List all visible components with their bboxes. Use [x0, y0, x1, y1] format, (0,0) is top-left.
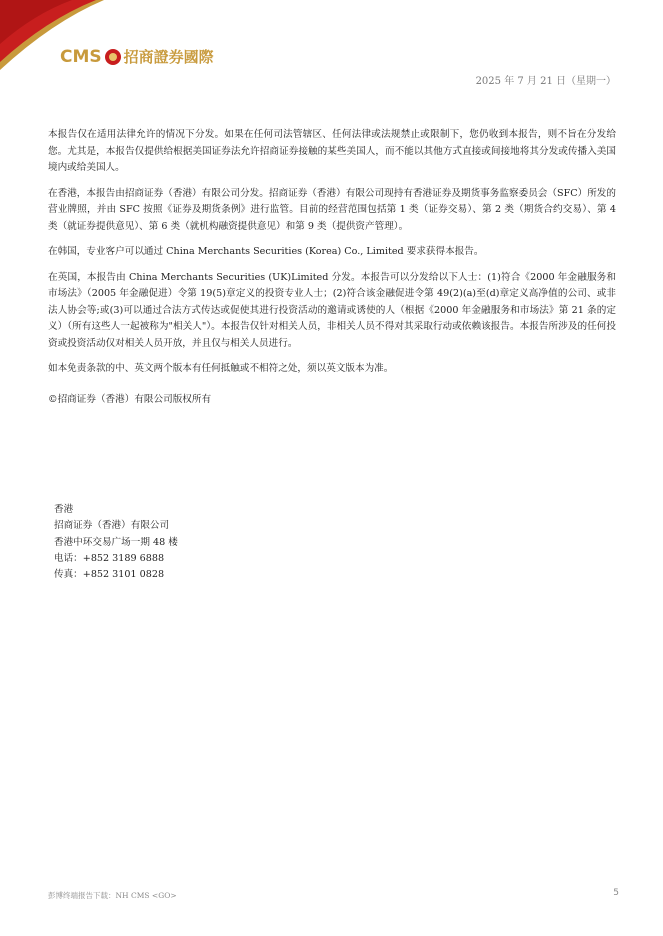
logo-text-cn: 招商證券國際 [123, 48, 214, 66]
contact-phone: 电话：+852 3189 6888 [54, 552, 165, 564]
cms-logo [60, 46, 214, 67]
paragraph-korea: 在韩国，专业客户可以通过 China Merchants Securities (Korea) Co., Limited 要求获得本报告。 [48, 246, 484, 257]
copyright-notice: ©招商证券（香港）有限公司版权所有 [48, 393, 212, 405]
contact-fax: 传真：+852 3101 0828 [54, 569, 165, 581]
contact-region: 香港 [54, 504, 74, 515]
report-date: 2025 年 7 月 21 日（星期一） [475, 76, 616, 87]
paragraph-hong-kong: 在香港，本报告由招商证券（香港）有限公司分发。招商证券（香港）有限公司现持有香港证券及期货事务监察委员会（SFC）所发的营业牌照，并由 SFC 按照《证券及期货条例》进行监管。目前的经营范围包括第 1 类（证券交易）、第 2 类（期货合约交易）、第 4 类（就证券提供意见）、第 6 类（就机构融资提供意见）和第 9 类（提供资产管理）。 [48, 187, 616, 232]
contact-company: 招商证券（香港）有限公司 [54, 520, 170, 532]
paragraph-language: 如本免责条款的中、英文两个版本有任何抵触或不相符之处，须以英文版本为准。 [48, 363, 394, 374]
paragraph-uk: 在英国，本报告由 China Merchants Securities (UK)Limited 分发。本报告可以分发给以下人士：(1)符合《2000 年金融服务和市场法》（2005 年金融促进）令第 19(5)章定义的投资专业人士；(2)符合该金融促进令第 49(2)(a)至(d)章定义高净值的公司、或非法人协会等;或(3)可以通过合法方式传达或促使其进行投资活动的邀请或诱使的人（根据《2000 年金融服务和市场法》第 21 条的定义）（所有这些人一起被称为"相关人"）。本报告仅针对相关人员，非相关人员不得对其采取行动或依赖该报告。本报告所涉及的任何投资或投资活动仅对相关人员开放，并且仅与相关人员进行。 [48, 271, 616, 349]
footer-bloomberg: 彭博终端报告下载：NH CMS <GO> [48, 891, 177, 900]
disclaimer-body [48, 127, 616, 405]
contact-block [54, 502, 178, 583]
logo-text-en: CMS [60, 46, 102, 67]
page-number: 5 [613, 888, 619, 898]
contact-address: 香港中环交易广场一期 48 楼 [54, 536, 178, 548]
logo-emblem-icon [105, 49, 121, 65]
paragraph-distribution: 本报告仅在适用法律允许的情况下分发。如果在任何司法管辖区、任何法律或法规禁止或限制下，您仍收到本报告，则不旨在分发给您。尤其是，本报告仅提供给根据美国证券法允许招商证券接触的某些美国人，而不能以其他方式直接或间接地将其分发或传播入美国境内或给美国人。 [48, 129, 616, 173]
